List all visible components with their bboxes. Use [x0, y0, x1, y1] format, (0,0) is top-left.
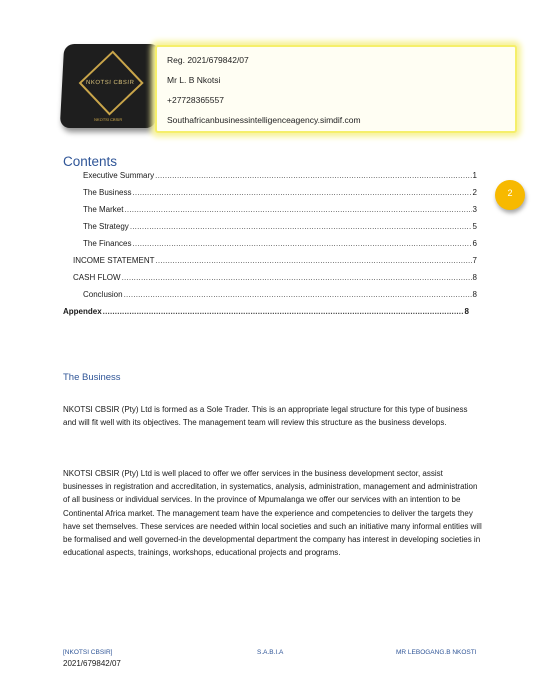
toc-leader — [130, 222, 472, 231]
contact-website[interactable]: Southafricanbusinessintelligenceagency.simdif.com — [167, 115, 361, 125]
toc-page: 3 — [472, 205, 477, 214]
logo-name: NKOTSI CBSIR — [85, 80, 135, 86]
toc-label: Conclusion — [83, 290, 123, 299]
toc-title: Contents — [63, 154, 118, 169]
toc-label: INCOME STATEMENT — [73, 256, 155, 265]
toc-leader — [155, 256, 471, 265]
toc-label: The Market — [83, 205, 124, 214]
section-heading: The Business — [63, 372, 121, 383]
toc-entry-appendex[interactable] — [63, 307, 469, 319]
contact-name: Mr L. B Nkotsi — [167, 75, 221, 85]
toc-label: Appendex — [63, 307, 102, 316]
toc-leader — [103, 307, 464, 316]
footer-center: S.A.B.I.A — [257, 649, 284, 656]
footer-registration: 2021/679842/07 — [63, 659, 121, 668]
toc-page: 6 — [472, 239, 477, 248]
paragraph-legal-structure: NKOTSI CBSIR (Pty) Ltd is formed as a Sole Trader. This is an appropriate legal structure for this type of business and will fit well with its objectives. The management team will review this structure as the business develops. — [63, 405, 468, 428]
toc-entry-executive-summary[interactable] — [83, 171, 477, 183]
toc-entry-conclusion[interactable] — [83, 290, 477, 302]
toc-page: 1 — [472, 171, 477, 180]
toc-entry-cash-flow[interactable] — [73, 273, 477, 285]
toc-leader — [124, 290, 472, 299]
toc-label: The Strategy — [83, 222, 129, 231]
toc-entry-the-finances[interactable] — [83, 239, 477, 251]
toc-leader — [132, 188, 471, 197]
registration-number: Reg. 2021/679842/07 — [167, 55, 249, 65]
toc-leader — [155, 171, 471, 180]
toc-entry-income-statement[interactable] — [73, 256, 477, 268]
footer-company: [NKOTSI CBSIR] — [63, 649, 113, 656]
toc-entry-the-strategy[interactable] — [83, 222, 477, 234]
toc-page: 8 — [464, 307, 469, 316]
toc-entry-the-market[interactable] — [83, 205, 477, 217]
footer-author: MR LEBOGANG.B NKOSTI — [396, 649, 477, 656]
toc-page: 8 — [472, 273, 477, 282]
toc-page: 7 — [472, 256, 477, 265]
company-logo — [60, 44, 160, 128]
contact-box — [155, 45, 517, 133]
toc-page: 8 — [472, 290, 477, 299]
toc-leader — [132, 239, 471, 248]
toc-page: 5 — [472, 222, 477, 231]
toc-label: Executive Summary — [83, 171, 155, 180]
toc-leader — [122, 273, 472, 282]
contact-phone: +27728365557 — [167, 95, 224, 105]
toc-page: 2 — [472, 188, 477, 197]
logo-tagline: NKOTSI CBSIR — [93, 117, 123, 122]
toc-label: The Finances — [83, 239, 132, 248]
toc-label: CASH FLOW — [73, 273, 121, 282]
toc-entry-the-business[interactable] — [83, 188, 477, 200]
paragraph-services: NKOTSI CBSIR (Pty) Ltd is well placed to offer we offer services in the business development sector, assist businesses in registration and accreditation, in systematics, analysis, administration, management and administration of all business or individual services. In the province of Mpumalanga we offer our services with an intention to be Continental Africa market. The management team have the experience and competencies to deliver the targets they have set themselves. These services are needed within local societies and such an initiative many informal entities will be formalised and well governed-in the developmental department the company has interest in developing societies in educational aspects, trainings, workshops, educational projects and programs. — [63, 469, 482, 558]
toc-label: The Business — [83, 188, 132, 197]
toc-leader — [124, 205, 471, 214]
page-number-badge: 2 — [495, 180, 525, 210]
